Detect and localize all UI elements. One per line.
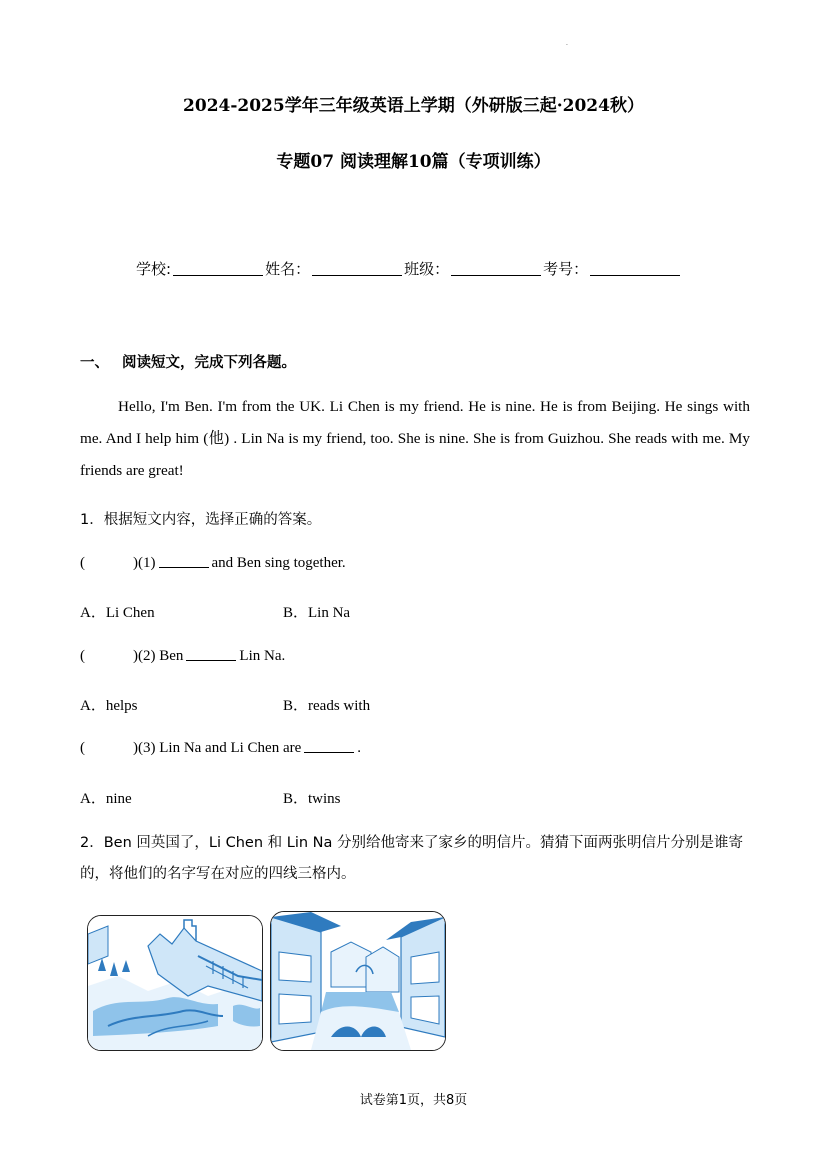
exam-no-label: 考号： — [543, 260, 589, 278]
town-street-icon — [271, 912, 445, 1050]
question2-prompt: 2．Ben 回英国了，Li Chen 和 Lin Na 分别给他寄来了家乡的明信片。猜猜下面两张明信片分别是谁寄的，将他们的名字写在对应的四线三格内。 — [80, 835, 743, 882]
school-label: 学校: — [136, 260, 172, 278]
question1-prompt: 1．根据短文内容，选择正确的答案。 — [80, 512, 322, 528]
q1-item-2: ( )(2) Ben Lin Na. — [80, 648, 286, 664]
section-heading — [80, 351, 296, 372]
q1-options-3 — [80, 787, 480, 808]
q1-options-2 — [80, 694, 480, 715]
q1-item-3: ( )(3) Lin Na and Li Chen are . — [80, 740, 362, 756]
option-b[interactable]: B．reads with — [283, 698, 371, 714]
q1-options-1 — [80, 601, 480, 622]
postcard-great-wall — [87, 915, 263, 1051]
student-info-row — [136, 258, 682, 279]
reading-passage — [80, 391, 750, 487]
option-a[interactable]: A．helps — [80, 698, 138, 714]
fill-blank — [304, 740, 354, 753]
option-a[interactable]: A．nine — [80, 791, 132, 807]
option-b[interactable]: B．twins — [283, 791, 341, 807]
postcard-town — [270, 911, 446, 1051]
class-field[interactable] — [451, 261, 541, 276]
exam-no-field[interactable] — [590, 261, 680, 276]
corner-mark: . — [566, 40, 568, 47]
page-subtitle: 专题07 阅读理解10篇（专项训练） — [276, 152, 551, 172]
q1-item-1: ( )(1) and Ben sing together. — [80, 555, 346, 571]
section-number: 一、 — [80, 355, 109, 371]
name-field[interactable] — [312, 261, 402, 276]
option-b[interactable]: B．Lin Na — [283, 605, 351, 621]
page-title: 2024-2025学年三年级英语上学期（外研版三起·2024秋） — [183, 96, 644, 116]
option-a[interactable]: A．Li Chen — [80, 605, 155, 621]
great-wall-icon — [88, 916, 262, 1050]
name-label: 姓名： — [265, 260, 311, 278]
school-field[interactable] — [173, 261, 263, 276]
fill-blank — [159, 555, 209, 568]
section-instruction: 阅读短文，完成下列各题。 — [122, 355, 296, 371]
page-footer: 试卷第1页，共8页 — [359, 1093, 468, 1108]
class-label: 班级： — [404, 260, 450, 278]
passage-text: Hello, I'm Ben. I'm from the UK. Li Chen is my friend. He is nine. He is from Beijing. He sings with me. And I help him (他) . Lin Na is my friend, too. She is nine. She is from Guizhou. She reads with me. My friends are great! — [80, 398, 750, 479]
fill-blank — [186, 648, 236, 661]
